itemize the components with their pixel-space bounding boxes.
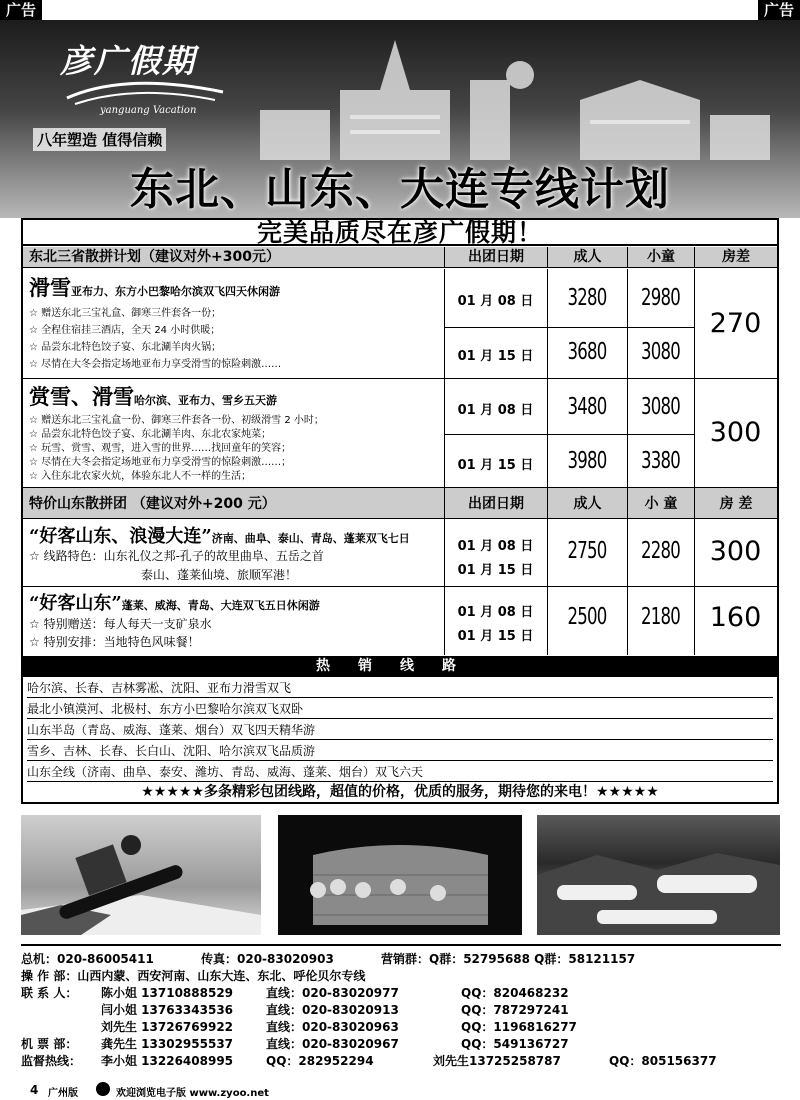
group-ski-name: 滑雪: [29, 275, 71, 300]
list-item: ☆ 特别赠送：每人每天一支矿泉水: [29, 617, 212, 631]
group-snow-title: [29, 381, 277, 411]
brand-subtitle: yanguang Vacation: [100, 105, 197, 116]
price-child: 2280: [641, 538, 680, 564]
contacts-panel: [21, 944, 781, 1072]
departure-date: 01 月 08 日: [457, 294, 534, 309]
list-item: ☆ 品尝东北特色饺子宴、东北涮羊肉火锅；: [29, 342, 222, 353]
col-adult: 成人: [547, 247, 627, 268]
departure-date: 01 月 08 日: [457, 605, 534, 620]
list-item: 最北小镇漠河、北极村、东方小巴黎哈尔滨双飞双卧: [27, 699, 773, 719]
price-child: 3080: [641, 339, 680, 365]
group-ski-route: 亚布力、东方小巴黎哈尔滨双飞四天休闲游: [71, 285, 280, 298]
section1-header: [23, 247, 777, 268]
contact-qq: QQ：1196816277: [461, 1020, 577, 1034]
group-ski-title: [29, 272, 280, 302]
ad-tag-left: 广告: [0, 0, 42, 20]
supervise-label: 监督热线：: [21, 1054, 82, 1068]
departure-date: 01 月 08 日: [457, 539, 534, 554]
brand-circle-icon: [96, 1082, 110, 1096]
list-item: ☆ 玩雪、赏雪、观雪，进入雪的世界……找回童年的笑容；: [29, 443, 292, 454]
price-adult: 3280: [567, 285, 607, 311]
page-footer: [0, 1080, 800, 1100]
list-item: ☆ 尽情在大冬会指定场地亚布力享受滑雪的惊险刺激……: [29, 359, 282, 370]
contact-label: 联 系 人：: [21, 986, 78, 1000]
contact-qq: QQ：820468232: [461, 986, 569, 1000]
contact-name: 闫小姐 13763343536: [101, 1003, 234, 1017]
room-supplement: 300: [709, 536, 762, 567]
section2-header: [23, 487, 777, 519]
group-shandong-dalian-name: “好客山东、浪漫大连”: [29, 526, 212, 547]
ticket-qq: QQ：549136727: [461, 1037, 569, 1051]
itinerary-table: [21, 218, 779, 804]
ticket-label: 机 票 部：: [21, 1037, 78, 1051]
edition-label: 广州版: [48, 1088, 78, 1099]
price-child: 3380: [641, 448, 680, 474]
snow-village-image: [537, 815, 780, 935]
col-date: 出团日期: [444, 247, 547, 268]
departure-date: 01 月 15 日: [457, 349, 534, 364]
contact-name: 陈小姐 13710888529: [101, 986, 234, 1000]
ticket-name: 龚先生 13302955537: [101, 1037, 234, 1051]
brand-slogan: 八年塑造 值得信赖: [33, 128, 166, 151]
list-item: ☆ 尽情在大冬会指定场地亚布力享受滑雪的惊险刺激……；: [29, 457, 292, 468]
col-room: 房差: [694, 247, 777, 268]
group-shandong-title: [29, 589, 320, 615]
price-adult: 2750: [567, 538, 607, 564]
contact-line: 直线：020-83020913: [266, 1003, 399, 1017]
supervise-name2: 刘先生13725258787: [433, 1054, 561, 1068]
contact-name: 刘先生 13726769922: [101, 1020, 234, 1034]
list-item: 雪乡、吉林、长春、长白山、沈阳、哈尔滨双飞品质游: [27, 741, 773, 761]
sales-group: 营销群：Q群：52795688 Q群：58121157: [381, 952, 636, 966]
ice-sculpture-photo: [278, 815, 522, 935]
list-item: 山东全线（济南、曲阜、泰安、潍坊、青岛、威海、蓬莱、烟台）双飞六天: [27, 762, 773, 782]
closing-banner: ★★★★★多条精彩包团线路，超值的价格，优质的服务，期待您的来电！★★★★★: [141, 784, 659, 800]
ice-wall-image: [278, 815, 522, 935]
contact-line: 直线：020-83020977: [266, 986, 399, 1000]
price-adult: 2500: [567, 604, 607, 630]
section1-title: 东北三省散拼计划（建议对外+300元）: [29, 249, 280, 265]
list-item: ☆ 赠送东北三宝礼盒一份、御寒三件套各一份、初级滑雪 2 小时；: [29, 415, 324, 426]
room-supplement: 300: [709, 417, 762, 448]
group-shandong-route: 蓬莱、威海、青岛、大连双飞五日休闲游: [121, 599, 320, 612]
price-child: 2980: [641, 285, 680, 311]
snowboarder-image: [21, 815, 261, 935]
website-link[interactable]: 欢迎浏览电子版 www.zyoo.net: [116, 1088, 269, 1099]
page-number: 4: [30, 1083, 39, 1097]
list-item: ☆ 入住东北农家火炕，体验东北人不一样的生活；: [29, 471, 252, 482]
room-supplement: 160: [709, 602, 762, 633]
supervise-qq2: QQ：805156377: [609, 1054, 717, 1068]
snow-village-photo: [537, 815, 780, 935]
price-child: 2180: [641, 604, 680, 630]
price-adult: 3680: [567, 339, 607, 365]
col-date: 出团日期: [444, 488, 547, 520]
brand-logo: 彦广假期: [60, 42, 197, 80]
supervise-qq: QQ：282952294: [266, 1054, 374, 1068]
list-item: ☆ 全程住宿挂三酒店，全天 24 小时供暖；: [29, 325, 221, 336]
list-item: 哈尔滨、长春、吉林雾凇、沈阳、亚布力滑雪双飞: [27, 678, 773, 698]
list-item: ☆ 线路特色：山东礼仪之邦-孔子的故里曲阜、五岳之首: [29, 549, 324, 563]
price-adult: 3980: [567, 448, 607, 474]
price-adult: 3480: [567, 394, 607, 420]
group-shandong-dalian-title: [29, 522, 410, 548]
supervise-name: 李小姐 13226408995: [101, 1054, 234, 1068]
ad-tag-right: 广告: [758, 0, 800, 20]
hotline: 总机：020-86005411: [21, 952, 154, 966]
group-shandong-name: “好客山东”: [29, 593, 122, 614]
contact-qq: QQ：787297241: [461, 1003, 569, 1017]
departure-date: 01 月 15 日: [457, 458, 534, 473]
price-child: 3080: [641, 394, 680, 420]
list-item: 泰山、蓬莱仙境、旅顺军港！: [141, 568, 298, 582]
section2-title: 特价山东散拼团 （建议对外+200 元）: [29, 496, 276, 512]
logo-swoosh-icon: [65, 78, 225, 108]
list-item: ☆ 品尝东北特色饺子宴、东北涮羊肉、东北农家炖菜；: [29, 429, 272, 440]
departure-date: 01 月 08 日: [457, 403, 534, 418]
group-shandong-dalian-route: 济南、曲阜、泰山、青岛、蓬莱双飞七日: [211, 532, 410, 545]
list-item: ☆ 赠送东北三宝礼盒、御寒三件套各一份；: [29, 308, 222, 319]
hot-routes-bar: 热销线路: [23, 656, 777, 677]
list-item: ☆ 特别安排：当地特色风味餐！: [29, 635, 200, 649]
room-supplement: 270: [709, 308, 762, 339]
col-adult: 成人: [547, 488, 627, 520]
fax: 传真：020-83020903: [201, 952, 334, 966]
departure-date: 01 月 15 日: [457, 563, 534, 578]
hero-banner: [0, 20, 800, 218]
col-child: 小童: [627, 247, 694, 268]
col-child: 小 童: [627, 488, 694, 520]
group-snow-name: 赏雪、滑雪: [29, 384, 134, 409]
col-room: 房 差: [694, 488, 777, 520]
dept-info: 操 作 部：山西内蒙、西安河南、山东大连、东北、呼伦贝尔专线: [21, 969, 366, 983]
departure-date: 01 月 15 日: [457, 629, 534, 644]
contact-line: 直线：020-83020963: [266, 1020, 399, 1034]
subheadline: 完美品质尽在彦广假期！: [23, 220, 777, 246]
snowboard-photo: [21, 815, 261, 935]
list-item: 山东半岛（青岛、威海、蓬莱、烟台）双飞四天精华游: [27, 720, 773, 740]
group-snow-route: 哈尔滨、亚布力、雪乡五天游: [134, 394, 277, 407]
page-headline: 东北、山东、大连专线计划: [130, 164, 670, 215]
ticket-line: 直线：020-83020967: [266, 1037, 399, 1051]
